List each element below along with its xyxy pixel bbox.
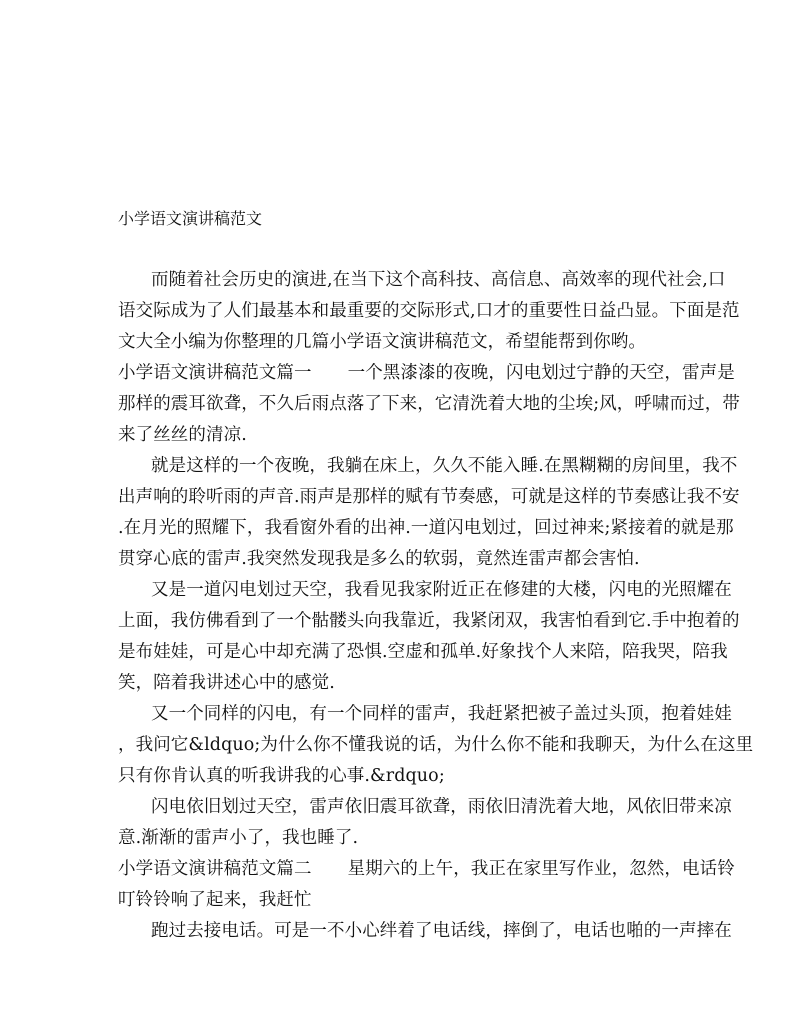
text-line: 又一个同样的闪电，有一个同样的雷声，我赶紧把被子盖过头顶，抱着娃娃 [151, 704, 732, 724]
text-line: 只有你肯认真的听我讲我的心事.&rdquo; [118, 766, 445, 786]
text-line: 贯穿心底的雷声.我突然发现我是多么的软弱，竟然连雷声都会害怕. [118, 549, 640, 569]
text-line: 笑，陪着我讲述心中的感觉. [118, 673, 335, 693]
section-heading-1: 小学语文演讲稿范文篇一 [118, 363, 312, 383]
text-line: 文大全小编为你整理的几篇小学语文演讲稿范文，希望能帮到你哟。 [118, 332, 646, 352]
text-line: 语交际成为了人们最基本和最重要的交际形式,口才的重要性日益凸显。下面是范 [118, 301, 740, 321]
document-title: 小学语文演讲稿范文 [118, 209, 263, 228]
text-line: 一个黑漆漆的夜晚，闪电划过宁静的天空，雷声是 [347, 363, 735, 383]
text-line: 是布娃娃，可是心中却充满了恐惧.空虚和孤单.好象找个人来陪，陪我哭，陪我 [118, 642, 728, 662]
text-line: 叮铃铃响了起来，我赶忙 [118, 890, 312, 910]
text-line: ，我问它&ldquo;为什么你不懂我说的话，为什么你不能和我聊天，为什么在这里 [118, 735, 754, 755]
text-line: .在月光的照耀下，我看窗外看的出神.一道闪电划过，回过神来;紧接着的就是那 [118, 518, 734, 538]
text-line: 星期六的上午，我正在家里写作业，忽然，电话铃 [347, 859, 735, 879]
text-line: 那样的震耳欲聋，不久后雨点落了下来，它清洗着大地的尘埃;风，呼啸而过，带 [118, 394, 740, 414]
text-line: 上面，我仿佛看到了一个骷髅头向我靠近，我紧闭双，我害怕看到它.手中抱着的 [118, 611, 740, 631]
section-heading-2: 小学语文演讲稿范文篇二 [118, 859, 312, 879]
text-line: 闪电依旧划过天空，雷声依旧震耳欲聋，雨依旧清洗着大地，风依旧带来凉 [151, 797, 732, 817]
text-line: 而随着社会历史的演进,在当下这个高科技、高信息、高效率的现代社会,口 [151, 270, 726, 290]
section-heading-line [118, 359, 735, 387]
section-heading-line [118, 855, 735, 883]
text-line: 又是一道闪电划过天空，我看见我家附近正在修建的大楼，闪电的光照耀在 [151, 580, 732, 600]
text-line: 就是这样的一个夜晚，我躺在床上，久久不能入睡.在黑糊糊的房间里，我不 [151, 456, 738, 476]
text-line: 出声响的聆听雨的声音.雨声是那样的赋有节奏感，可就是这样的节奏感让我不安 [118, 487, 740, 507]
text-line: 来了丝丝的清凉. [118, 425, 247, 445]
text-line: 意.渐渐的雷声小了，我也睡了. [118, 828, 359, 848]
text-line: 跑过去接电话。可是一不小心绊着了电话线，摔倒了，电话也啪的一声摔在 [151, 921, 732, 941]
